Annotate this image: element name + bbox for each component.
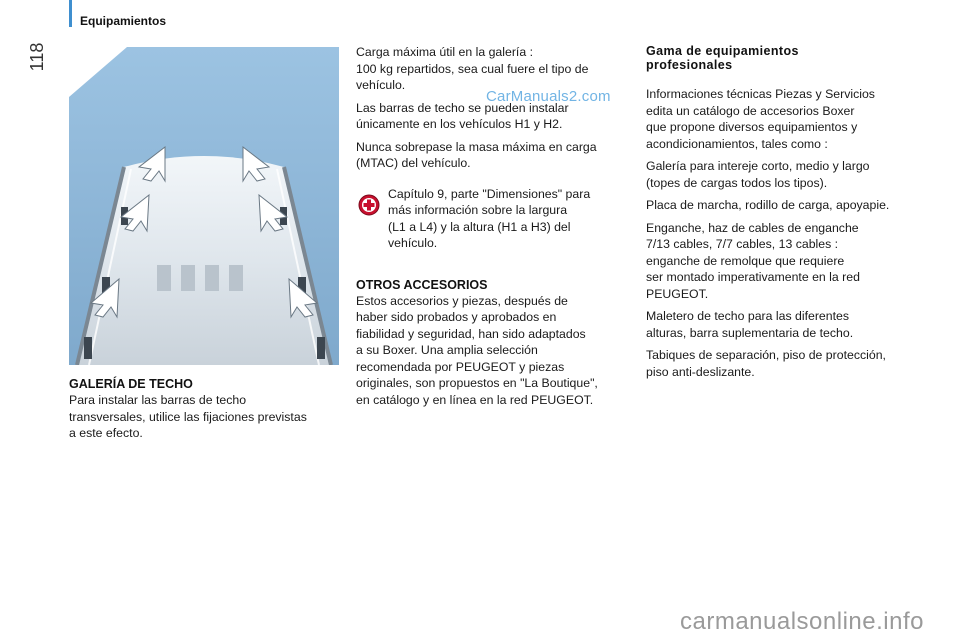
text-line: alturas, barra suplementaria de techo. — [646, 325, 854, 340]
text-line: Galería para intereje corto, medio y largo — [646, 159, 870, 173]
roof-rack-title: GALERÍA DE TECHO — [69, 377, 193, 391]
text-line: Tabiques de separación, piso de protección, — [646, 348, 886, 362]
title-line: profesionales — [646, 58, 733, 72]
text-line: PEUGEOT. — [646, 286, 709, 301]
max-load-paragraph — [356, 44, 628, 94]
professional-equipment-title — [646, 44, 924, 72]
plus-circle-icon — [358, 194, 380, 216]
text-line: Las barras de techo se pueden instalar — [356, 100, 569, 115]
text-line: ser montado imperativamente en la red — [646, 270, 860, 284]
text-line: (topes de cargas todos los tipos). — [646, 175, 828, 190]
step-plate-item — [646, 197, 924, 214]
page-header-title: Equipamientos — [80, 14, 167, 28]
roof-rack-item — [646, 158, 924, 191]
text-line: 7/13 cables, 7/7 cables, 13 cables : — [646, 237, 839, 251]
text-line: 100 kg repartidos, sea cual fuere el tipo de — [356, 61, 589, 76]
towbar-item — [646, 220, 924, 303]
text-line: que propone diversos equipamientos y — [646, 120, 858, 134]
other-accessories-section — [356, 278, 628, 409]
text-line: Nunca sobrepase la masa máxima en carga — [356, 139, 597, 154]
text-line: Estos accesorios y piezas, después de — [356, 293, 568, 308]
text-line: recomendada por PEUGEOT y piezas — [356, 359, 565, 374]
text-line: enganche de remolque que requiere — [646, 253, 845, 268]
roof-rack-section — [69, 377, 344, 448]
partition-item — [646, 347, 924, 380]
text-line: edita un catálogo de accesorios Boxer — [646, 103, 855, 118]
dimensions-note — [356, 186, 628, 252]
page-accent-bar — [69, 0, 72, 27]
catalog-paragraph — [646, 86, 924, 152]
text-line: haber sido probados y aprobados en — [356, 310, 557, 324]
dimensions-note-text — [388, 186, 628, 252]
text-line: piso anti-deslizante. — [646, 364, 755, 379]
text-line: en catálogo y en línea en la red PEUGEOT. — [356, 392, 594, 407]
text-line: Enganche, haz de cables de enganche — [646, 220, 859, 235]
page-number: 118 — [27, 42, 47, 72]
title-line: Gama de equipamientos — [646, 44, 799, 58]
roof-rack-paragraph — [69, 392, 344, 442]
roof-box-item — [646, 308, 924, 341]
text-line: Para instalar las barras de techo — [69, 393, 247, 407]
max-mass-paragraph — [356, 139, 628, 172]
professional-equipment-section — [646, 44, 924, 386]
text-line: transversales, utilice las fijaciones previstas — [69, 409, 307, 424]
text-line: más información sobre la largura — [388, 203, 568, 217]
text-line: a su Boxer. Una amplia selección — [356, 343, 538, 357]
text-line: Informaciones técnicas Piezas y Servicios — [646, 87, 875, 101]
text-line: (L1 a L4) y la altura (H1 a H3) del — [388, 219, 571, 234]
text-line: a este efecto. — [69, 426, 143, 440]
other-accessories-title: OTROS ACCESORIOS — [356, 277, 488, 292]
text-line: Maletero de techo para las diferentes — [646, 309, 850, 323]
text-line: acondicionamientos, tales como : — [646, 136, 828, 151]
watermark-top: CarManuals2.com — [486, 88, 611, 105]
roof-rack-photo — [69, 47, 339, 365]
text-line: vehículo. — [388, 236, 438, 250]
text-line: originales, son propuestos en "La Boutique", — [356, 376, 598, 390]
text-line: Capítulo 9, parte "Dimensiones" para — [388, 186, 591, 201]
text-line: vehículo. — [356, 78, 406, 92]
text-line: fiabilidad y seguridad, han sido adaptados — [356, 326, 586, 341]
text-line: Placa de marcha, rodillo de carga, apoyapie. — [646, 198, 890, 212]
other-accessories-paragraph — [356, 293, 628, 409]
text-line: Carga máxima útil en la galería : — [356, 45, 534, 59]
text-line: (MTAC) del vehículo. — [356, 156, 471, 170]
text-line: únicamente en los vehículos H1 y H2. — [356, 117, 563, 131]
watermark-bottom: carmanualsonline.info — [680, 608, 924, 635]
